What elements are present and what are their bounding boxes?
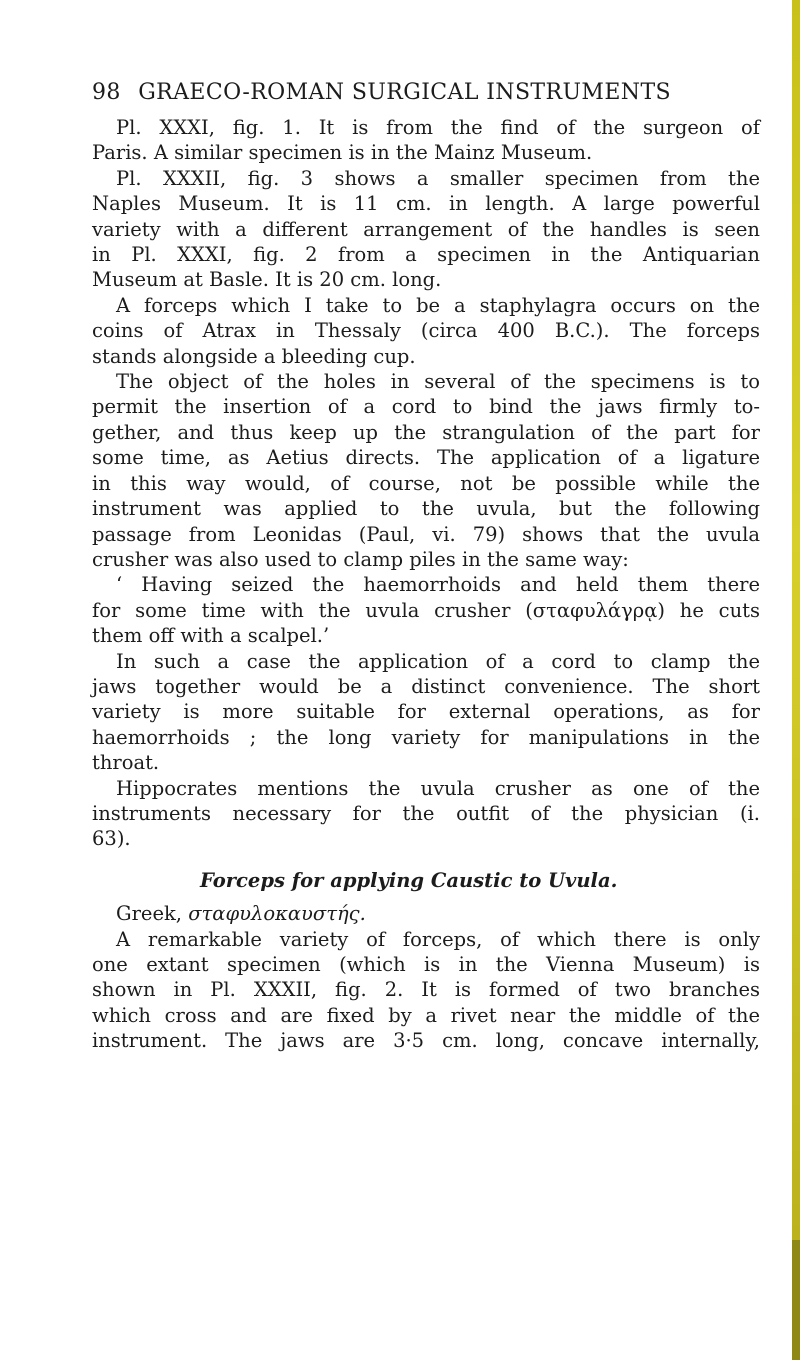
section-heading: Forceps for applying Caustic to Uvula. [200, 868, 618, 892]
text-line: A remarkable variety of forceps, of which there is only [116, 927, 760, 951]
text-line: variety is more suitable for external operations, as for [92, 700, 760, 724]
text-line: some time, as Aetius directs. The application of a ligature [92, 446, 760, 470]
text-line: stands alongside a bleeding cup. [92, 344, 416, 368]
text-line: Hippocrates mentions the uvula crusher as one of the [116, 776, 760, 800]
text-line: jaws together would be a distinct convenience. The short [92, 674, 760, 698]
text-body [92, 115, 760, 1054]
text-line: in this way would, of course, not be possible while the [92, 471, 760, 495]
page-number: 98 [92, 80, 121, 105]
text-line: instruments necessary for the outfit of the physician (i. [92, 801, 760, 825]
text-line: gether, and thus keep up the strangulation of the part for [92, 420, 760, 444]
text-line: instrument. The jaws are 3·5 cm. long, concave internally, [92, 1029, 760, 1053]
text-line: one extant specimen (which is in the Vienna Museum) is [92, 953, 760, 976]
text-line: 63). [92, 827, 131, 851]
text-line: Naples Museum. It is 11 cm. in length. A large powerful [92, 192, 760, 216]
text-line: passage from Leonidas (Paul, vi. 79) shows that the uvula [92, 522, 760, 546]
text-line: haemorrhoids ; the long variety for manipulations in the [92, 725, 760, 749]
greek-term: σταφυλοκαυστής. [188, 902, 366, 926]
text-line: Pl. XXXI, fig. 1. It is from the find of the surgeon of [116, 116, 760, 139]
running-head [92, 80, 732, 105]
text-line: coins of Atrax in Thessaly (circa 400 B.C.). The forceps [92, 319, 760, 343]
text-line: which cross and are fixed by a rivet near the middle of the [92, 1003, 760, 1027]
running-title: GRAECO-ROMAN SURGICAL INSTRUMENTS [138, 80, 671, 105]
quote-line: ‘ Having seized the haemorrhoids and held them there [116, 573, 760, 597]
text-line: shown in Pl. XXXII, fig. 2. It is formed of two branches [92, 978, 760, 1002]
quote-line: for some time with the uvula crusher (σταφυλάγρᾳ) he cuts [92, 598, 760, 622]
page-edge [792, 0, 800, 1360]
page-edge-shadow [792, 1240, 800, 1360]
greek-label: Greek, [116, 902, 182, 926]
text-line: The object of the holes in several of the specimens is to [116, 370, 760, 394]
text-line: in Pl. XXXI, fig. 2 from a specimen in the Antiquarian [92, 243, 760, 267]
greek-name-line [92, 901, 760, 926]
quote-line: them off with a scalpel.’ [92, 624, 330, 648]
text-line: Museum at Basle. It is 20 cm. long. [92, 268, 442, 292]
text-line: crusher was also used to clamp piles in the same way: [92, 547, 629, 571]
text-line: instrument was applied to the uvula, but the following [92, 497, 760, 521]
text-line: Paris. A similar specimen is in the Mainz Museum. [92, 141, 593, 165]
text-line: permit the insertion of a cord to bind the jaws firmly to- [92, 395, 760, 419]
text-line: In such a case the application of a cord to clamp the [116, 649, 760, 673]
text-line: variety with a different arrangement of the handles is seen [92, 217, 760, 241]
text-line: A forceps which I take to be a staphylagra occurs on the [116, 293, 760, 317]
text-line: Pl. XXXII, fig. 3 shows a smaller specimen from the [116, 166, 760, 190]
text-line: throat. [92, 751, 160, 775]
